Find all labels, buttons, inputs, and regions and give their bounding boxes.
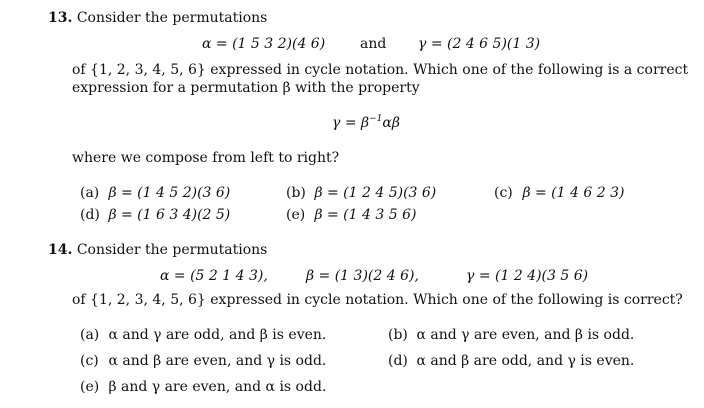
- option-13b[interactable]: [286, 185, 436, 201]
- option-text: α and γ are odd, and β is even.: [108, 327, 327, 343]
- option-label: (c): [494, 185, 513, 201]
- question-intro: Consider the permutations: [76, 242, 268, 258]
- question-14-header: [48, 242, 267, 258]
- question-body-line-2: expression for a permutation β with the property: [72, 80, 420, 96]
- option-13c[interactable]: [494, 185, 624, 201]
- option-14d[interactable]: [388, 353, 634, 369]
- property-exponent: −1: [369, 114, 383, 124]
- option-label: (e): [80, 379, 100, 395]
- question-number: 14.: [48, 242, 73, 258]
- option-13e[interactable]: [286, 207, 416, 223]
- option-text: β = (1 4 3 5 6): [314, 207, 417, 223]
- question-body-line-1: of {1, 2, 3, 4, 5, 6} expressed in cycle notation. Which one of the following is correct?: [72, 292, 683, 308]
- option-14a[interactable]: [80, 327, 326, 343]
- question-body-line-1: of {1, 2, 3, 4, 5, 6} expressed in cycle notation. Which one of the following is a correct: [72, 62, 689, 78]
- option-label: (a): [80, 185, 100, 201]
- property-lhs: γ = β: [332, 115, 370, 131]
- option-text: β = (1 6 3 4)(2 5): [108, 207, 231, 223]
- beta-definition: β = (1 3)(2 4 6),: [306, 268, 419, 284]
- question-13-header: [48, 10, 267, 26]
- compose-note: where we compose from left to right?: [72, 150, 340, 166]
- option-label: (e): [286, 207, 306, 223]
- option-13d[interactable]: [80, 207, 230, 223]
- property-equation: [332, 114, 400, 131]
- gamma-definition: γ = (2 4 6 5)(1 3): [418, 36, 541, 52]
- option-text: α and β are odd, and γ is even.: [416, 353, 635, 369]
- option-text: α and β are even, and γ is odd.: [108, 353, 327, 369]
- option-text: β = (1 4 5 2)(3 6): [108, 185, 231, 201]
- option-text: β = (1 4 6 2 3): [522, 185, 625, 201]
- alpha-definition: α = (1 5 3 2)(4 6): [202, 36, 326, 52]
- option-label: (c): [80, 353, 99, 369]
- option-13a[interactable]: [80, 185, 230, 201]
- option-14e[interactable]: [80, 379, 326, 395]
- option-14c[interactable]: [80, 353, 326, 369]
- question-intro: Consider the permutations: [76, 10, 268, 26]
- question-number: 13.: [48, 10, 73, 26]
- option-label: (b): [388, 327, 408, 343]
- option-label: (a): [80, 327, 100, 343]
- property-rhs: αβ: [382, 115, 400, 131]
- option-text: β and γ are even, and α is odd.: [108, 379, 327, 395]
- and-word: and: [360, 36, 387, 52]
- gamma-definition: γ = (1 2 4)(3 5 6): [466, 268, 589, 284]
- option-label: (d): [388, 353, 408, 369]
- option-text: α and γ are even, and β is odd.: [416, 327, 635, 343]
- alpha-definition: α = (5 2 1 4 3),: [160, 268, 268, 284]
- option-14b[interactable]: [388, 327, 634, 343]
- option-label: (d): [80, 207, 100, 223]
- option-text: β = (1 2 4 5)(3 6): [314, 185, 437, 201]
- option-label: (b): [286, 185, 306, 201]
